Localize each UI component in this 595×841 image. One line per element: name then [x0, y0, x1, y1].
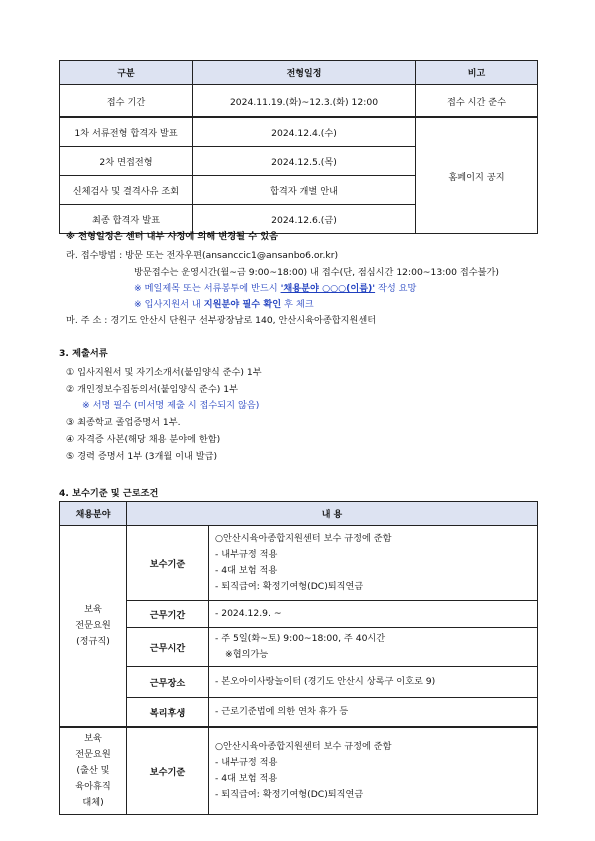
salary-item-content: ○안산시육아종합지원센터 보수 규정에 준함 - 내부규정 적용 - 4대 보험 적용 - 퇴직급여: 확정기여형(DC)퇴직연금: [209, 727, 538, 815]
schedule-header-note: 비고: [416, 61, 538, 85]
salary-item-label: 근무시간: [127, 628, 209, 667]
document-item: ⑤ 경력 증명서 1부 (3개월 이내 발급): [66, 451, 218, 462]
salary-field-regular: 보육 전문요원 (정규직): [60, 526, 127, 728]
salary-table: [59, 501, 538, 815]
salary-header-field: 채용분야: [60, 502, 127, 526]
schedule-row-date: 2024.11.19.(화)~12.3.(화) 12:00: [193, 85, 416, 118]
email-note-highlight: '채용분야 ○○○(이름)': [280, 283, 376, 294]
schedule-table: [59, 60, 538, 234]
email-subject-note: [134, 280, 416, 294]
salary-row: [60, 628, 538, 667]
salary-item-content: - 주 5일(화~토) 9:00~18:00, 주 40시간 ※협의가능: [209, 628, 538, 667]
address-line: [66, 312, 376, 326]
email-note-suffix: 작성 요망: [375, 283, 417, 294]
salary-header-row: [60, 502, 538, 526]
schedule-header-row: [60, 61, 538, 85]
schedule-row-date: 2024.12.6.(금): [193, 205, 416, 234]
salary-item-label: 보수기준: [127, 727, 209, 815]
schedule-row: [60, 85, 538, 118]
schedule-row-note: 접수 시간 준수: [416, 85, 538, 118]
address-text: 경기도 안산시 단원구 선부광장남로 140, 안산시육아종합지원센터: [110, 315, 377, 326]
salary-row: [60, 601, 538, 628]
schedule-header-category: 구분: [60, 61, 193, 85]
application-method-text: 방문 또는 전자우편(ansanccic1@ansanbo6.or.kr): [125, 250, 339, 261]
schedule-row-label: 1차 서류전형 합격자 발표: [60, 117, 193, 147]
salary-row: [60, 526, 538, 601]
application-method-label: 라. 접수방법 :: [66, 250, 126, 261]
schedule-merged-note: 홈페이지 공지: [416, 117, 538, 234]
email-note-prefix: ※ 메일제목 또는 서류봉투에 반드시: [134, 283, 281, 294]
schedule-header-date: 전형일정: [193, 61, 416, 85]
schedule-row-date: 2024.12.5.(목): [193, 147, 416, 176]
apply-note-suffix: 후 체크: [281, 299, 314, 310]
application-method: [66, 247, 338, 261]
salary-item-content: - 근로기준법에 의한 연차 휴가 등: [209, 698, 538, 728]
apply-note-prefix: ※ 입사지원서 내: [134, 299, 204, 310]
salary-header-content: 내 용: [127, 502, 538, 526]
schedule-row-label: 2차 면접전형: [60, 147, 193, 176]
document-item: ④ 자격증 사본(해당 채용 분야에 한함): [66, 434, 221, 445]
document-item: ③ 최종학교 졸업증명서 1부.: [66, 417, 181, 428]
salary-field-substitute: 보육 전문요원 (출산 및 육아휴직 대체): [60, 727, 127, 815]
salary-item-label: 복리후생: [127, 698, 209, 728]
salary-item-content: - 본오아이사랑놀이터 (경기도 안산시 상록구 이호로 9): [209, 667, 538, 698]
apply-note-highlight: 지원분야 필수 확인: [203, 299, 282, 310]
salary-title: 4. 보수기준 및 근로조건: [59, 488, 159, 499]
salary-item-label: 보수기준: [127, 526, 209, 601]
schedule-row-label: 최종 합격자 발표: [60, 205, 193, 234]
schedule-row-label: 접수 기간: [60, 85, 193, 118]
salary-row: [60, 667, 538, 698]
signature-required-note: ※ 서명 필수 (미서명 제출 시 접수되지 않음): [82, 400, 260, 411]
document-item: ① 입사지원서 및 자기소개서(붙임양식 준수) 1부: [66, 367, 262, 378]
schedule-change-notice: ※ 전형일정은 센터 내부 사정에 의해 변경될 수 있음: [66, 231, 279, 242]
salary-row: [60, 727, 538, 815]
salary-item-content: ○안산시육아종합지원센터 보수 규정에 준함 - 내부규정 적용 - 4대 보험 적용 - 퇴직급여: 확정기여형(DC)퇴직연금: [209, 526, 538, 601]
salary-item-content: - 2024.12.9. ~: [209, 601, 538, 628]
schedule-row-label: 신체검사 및 결격사유 조회: [60, 176, 193, 205]
apply-form-note: [134, 296, 314, 310]
salary-row: [60, 698, 538, 728]
salary-item-label: 근무기간: [127, 601, 209, 628]
schedule-row-date: 2024.12.4.(수): [193, 117, 416, 147]
visit-hours-note: 방문접수는 운영시간(월~금 9:00~18:00) 내 접수(단, 점심시간 12:00~13:00 접수불가): [134, 267, 499, 278]
document-item: ② 개인정보수집동의서(붙임양식 준수) 1부: [66, 384, 239, 395]
schedule-row-date: 합격자 개별 안내: [193, 176, 416, 205]
address-label: 마. 주 소 :: [66, 315, 111, 326]
schedule-row: [60, 117, 538, 147]
salary-item-label: 근무장소: [127, 667, 209, 698]
documents-title: 3. 제출서류: [59, 348, 108, 359]
